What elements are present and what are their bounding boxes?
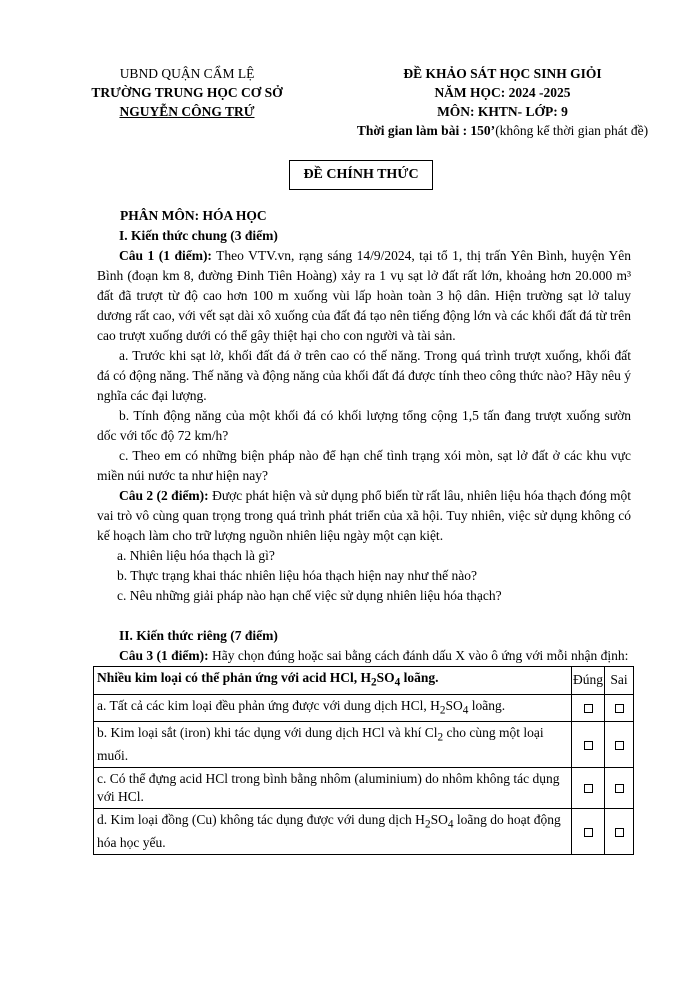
table-header-false: Sai [605, 667, 634, 695]
table-header-true: Đúng [572, 667, 605, 695]
section-1-heading: I. Kiến thức chung (3 điểm) [119, 228, 278, 243]
school-year: NĂM HỌC: 2024 -2025 [434, 85, 571, 100]
true-false-table [93, 666, 634, 855]
question-3: Câu 3 (1 điểm): Hãy chọn đúng hoặc sai bằng cách đánh dấu X vào ô ứng với mỗi nhận định: [119, 648, 629, 663]
checkbox-c-true[interactable] [584, 784, 593, 793]
school-type: TRƯỜNG TRUNG HỌC CƠ SỞ [91, 85, 283, 100]
question-2-c: c. Nêu những giải pháp nào hạn chế việc sử dụng nhiên liệu hóa thạch? [117, 588, 502, 603]
checkbox-a-true[interactable] [584, 704, 593, 713]
header-right [330, 64, 675, 140]
statement-d: d. Kim loại đồng (Cu) không tác dụng được với dung dịch $H_2SO_4$ loãng do hoạt động hóa học yếu. [94, 809, 572, 855]
section-2-heading: II. Kiến thức riêng (7 điểm) [119, 628, 278, 643]
question-2-b: b. Thực trạng khai thác nhiên liệu hóa thạch hiện nay như thế nào? [117, 568, 478, 583]
question-1-b: b. Tính động năng của một khối đá có khối lượng tổng cộng 1,5 tấn đang trượt xuống sườn dốc với tốc độ 72 km/h? [97, 408, 631, 443]
table-header-row [94, 667, 634, 695]
question-2: Câu 2 (2 điểm): Được phát hiện và sử dụng phổ biến từ rất lâu, nhiên liệu hóa thạch đóng một vai trò vô cùng quan trọng trong quá trình phát triển của xã hội. Tuy nhiên, việc sử dụng không có kế hoạch làm cho trữ lượng nguồn nhiên liệu ngày một cạn kiệt. [97, 488, 631, 543]
statement-a: a. Tất cả các kim loại đều phản ứng được với dung dịch HCl, $H_2SO_4$ loãng. [94, 694, 572, 722]
exam-subject: MÔN: KHTN- LỚP: 9 [437, 104, 568, 119]
official-label-box: ĐỀ CHÍNH THỨC [289, 160, 433, 190]
checkbox-d-false[interactable] [615, 828, 624, 837]
checkbox-c-false[interactable] [615, 784, 624, 793]
header-left [72, 64, 302, 121]
table-row [94, 768, 634, 809]
question-1: Câu 1 (1 điểm): Theo VTV.vn, rạng sáng 14/9/2024, tại tổ 1, thị trấn Yên Bình, huyện Yên Bình (đoạn km 8, đường Đinh Tiên Hoàng) xảy ra 1 vụ sạt lở đất rất lớn, khoảng hơn 20.000 m³ đất đã trượt từ độ cao hơn 100 m xuống vùi lấp hoàn toàn 3 hộ dân. Hiện trường sạt lở taluy dương rất cao, với vết sạt dài xô xuống của đất đá tạo nên tiếng động lớn và các khối đất đá từ trên cao trượt xuống dưới có thể gây thiệt hại cho con người và tài sản. [97, 248, 631, 343]
table-row [94, 722, 634, 768]
subject-heading: PHÂN MÔN: HÓA HỌC [120, 208, 267, 223]
exam-title: ĐỀ KHẢO SÁT HỌC SINH GIỎI [403, 66, 602, 81]
question-1-c: c. Theo em có những biện pháp nào để hạn chế tình trạng xói mòn, sạt lở đất ở các khu vực miền núi nước ta như hiện nay? [97, 448, 631, 483]
question-1-a: a. Trước khi sạt lở, khối đất đá ở trên cao có thế năng. Trong quá trình trượt xuống, khối đất đá có động năng. Thế năng và động năng của khối đất đá được tính theo công thức nào? Hãy nêu ý nghĩa các đại lượng. [97, 348, 631, 403]
school-name: NGUYỄN CÔNG TRỨ [119, 104, 255, 119]
checkbox-d-true[interactable] [584, 828, 593, 837]
district-name: UBND QUẬN CẨM LỆ [119, 66, 255, 81]
exam-body [97, 206, 631, 855]
checkbox-a-false[interactable] [615, 704, 624, 713]
exam-time: Thời gian làm bài : 150’(không kể thời gian phát đề) [356, 123, 649, 138]
table-row [94, 694, 634, 722]
checkbox-b-true[interactable] [584, 741, 593, 750]
checkbox-b-false[interactable] [615, 741, 624, 750]
question-2-a: a. Nhiên liệu hóa thạch là gì? [117, 548, 275, 563]
statement-c: c. Có thể đựng acid HCl trong bình bằng nhôm (aluminium) do nhôm không tác dụng với HCl. [94, 768, 572, 809]
statement-b: b. Kim loại sắt (iron) khi tác dụng với dung dịch HCl và khí $Cl_2$ cho cùng một loại muối. [94, 722, 572, 768]
table-row [94, 809, 634, 855]
table-header-statement: Nhiều kim loại có thể phản ứng với acid HCl, $H_2SO_4$ loãng. [94, 667, 572, 695]
